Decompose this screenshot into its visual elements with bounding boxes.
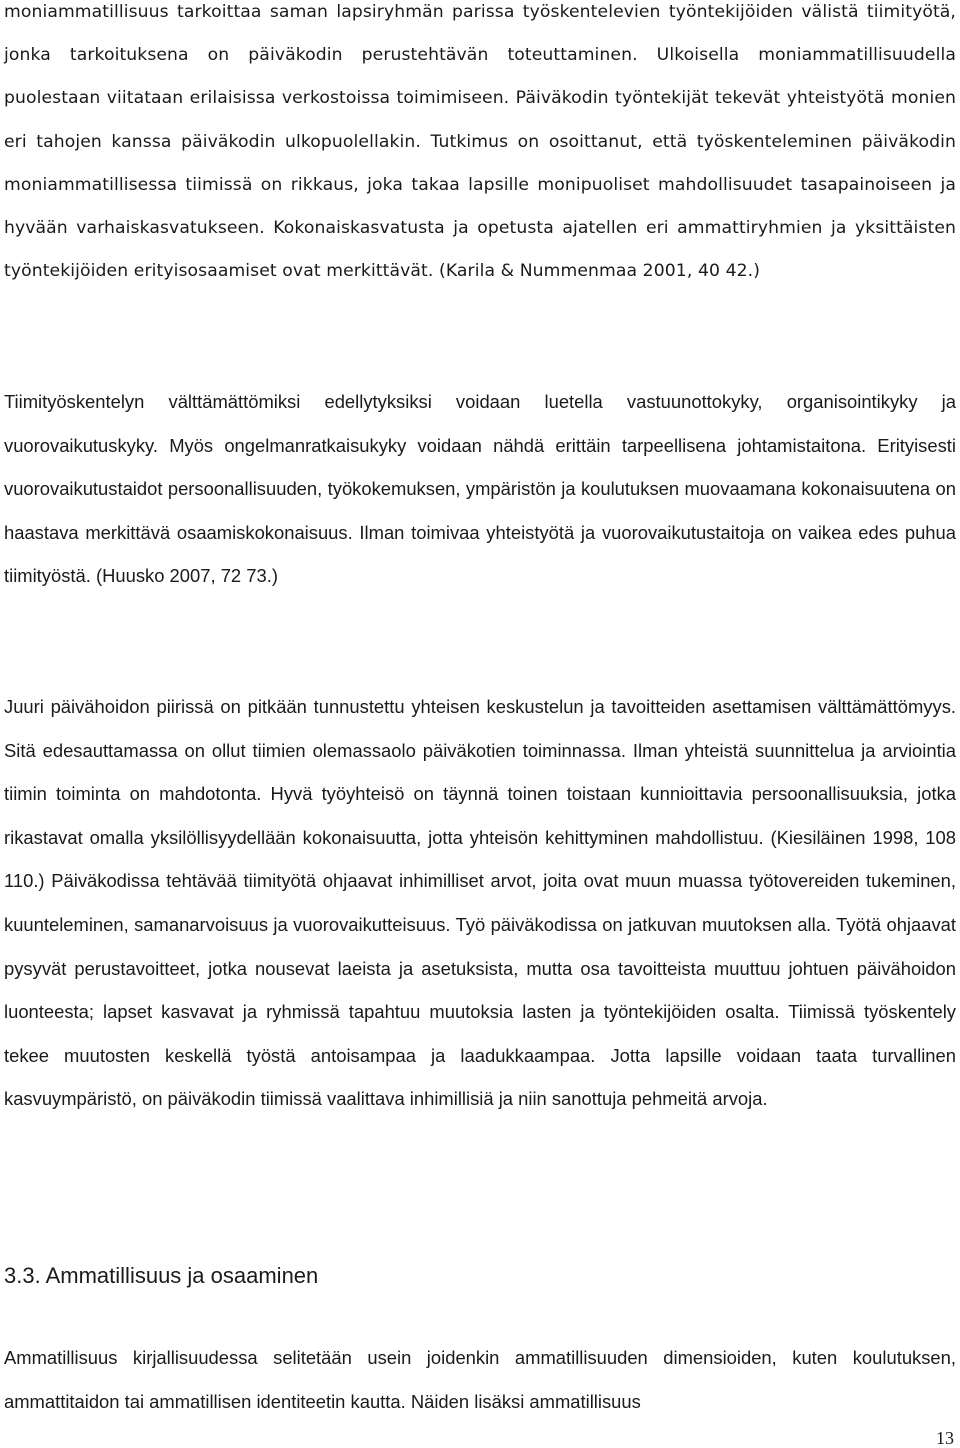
section-heading [4, 1262, 318, 1290]
page-number: 13 [936, 1428, 954, 1448]
body-paragraph: moniammatillisuus tarkoittaa saman lapsiryhmän parissa työskentelevien työntekijöiden välistä tiimityötä, jonka tarkoituksena on päiväkodin perustehtävän toteuttaminen. Ulkoisella moniammatillisuudella puolestaan viitataan erilaisissa verkostoissa toimimiseen. Päiväkodin työntekijät tekevät yhteistyötä monien eri tahojen kanssa päiväkodin ulkopuolellakin. Tutkimus on osoittanut, että työskenteleminen päiväkodin moniammatillisessa tiimissä on rikkaus, joka takaa lapsille monipuoliset mahdollisuudet tasapainoiseen ja hyvään varhaiskasvatukseen. Kokonaiskasvatusta ja opetusta ajatellen eri ammattiryhmien ja yksittäisten työntekijöiden erityisosaamiset ovat merkittävät. (Karila & Nummenmaa 2001, 40 42.) [4, 2, 956, 282]
body-paragraph: Tiimityöskentelyn välttämättömiksi edellytyksiksi voidaan luetella vastuunottokyky, organisointikyky ja vuorovaikutuskyky. Myös ongelmanratkaisukyky voidaan nähdä erittäin tarpeellisena johtamistaitona. Erityisesti vuorovaikutustaidot persoonallisuuden, työkokemuksen, ympäristön ja koulutuksen muovaamana kokonaisuutena on haastava merkittävä osaamiskokonaisuus. Ilman toimivaa yhteistyötä ja vuorovaikutustaitoja on vaikea edes puhua tiimityöstä. (Huusko 2007, 72 73.) [4, 391, 956, 586]
body-paragraph: Ammatillisuus kirjallisuudessa selitetään usein joidenkin ammatillisuuden dimensioiden, kuten koulutuksen, ammattitaidon tai ammatillisen identiteetin kautta. Näiden lisäksi ammatillisuus [4, 1347, 956, 1412]
body-paragraph: Juuri päivähoidon piirissä on pitkään tunnustettu yhteisen keskustelun ja tavoitteiden asettamisen välttämättömyys. Sitä edesauttamassa on ollut tiimien olemassaolo päiväkotien toiminnassa. Ilman yhteistä suunnittelua ja arviointia tiimin toiminta on mahdotonta. Hyvä työyhteisö on täynnä toinen toistaan kunnioittavia persoonallisuuksia, jotka rikastavat omalla yksilöllisyydellään kokonaisuutta, jotta yhteisön kehittyminen mahdollistuu. (Kiesiläinen 1998, 108 110.) Päiväkodissa tehtävää tiimityötä ohjaavat inhimilliset arvot, joita ovat muun muassa työtovereiden tukeminen, kuunteleminen, samanarvoisuus ja vuorovaikutteisuus. Työ päiväkodissa on jatkuvan muutoksen alla. Työtä ohjaavat pysyvät perustavoitteet, jotka nousevat laeista ja asetuksista, mutta osa tavoitteista muuttuu johtuen päivähoidon luonteesta; lapset kasvavat ja ryhmissä tapahtuu muutoksia lasten ja työntekijöiden osalta. Tiimissä työskentely tekee muutosten keskellä työstä antoisampaa ja laadukkaampaa. Jotta lapsille voidaan taata turvallinen kasvuympäristö, on päiväkodin tiimissä vaalittava inhimillisiä ja niin sanottuja pehmeitä arvoja. [4, 696, 956, 1110]
section-number: 3.3. [4, 1263, 41, 1288]
section-title: Ammatillisuus ja osaaminen [45, 1263, 319, 1288]
